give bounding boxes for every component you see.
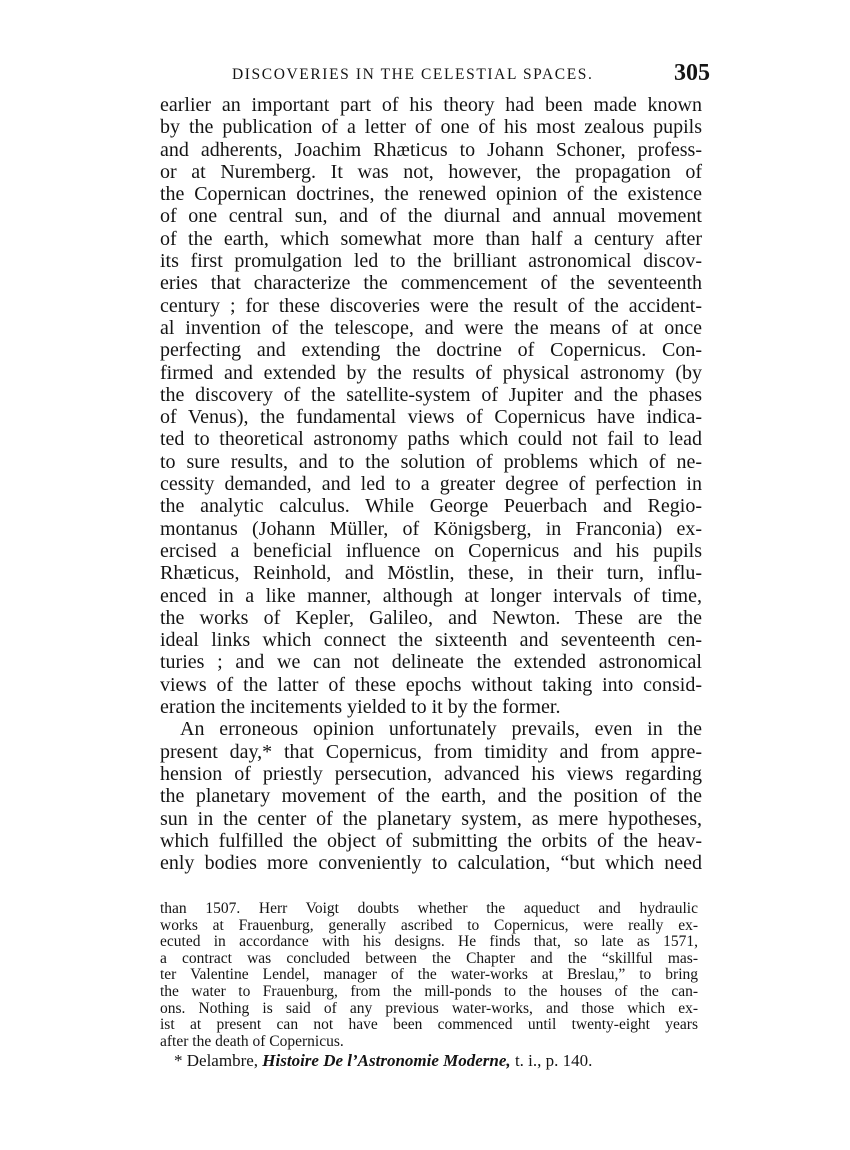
- text-line: century ; for these discoveries were the result of the accident-: [160, 294, 702, 317]
- text-line: the analytic calculus. While George Peuerbach and Regio-: [160, 495, 702, 518]
- text-line: and adherents, Joachim Rhæticus to Johann Schoner, profess-: [160, 138, 702, 161]
- main-text: [160, 94, 702, 874]
- text-line: to sure results, and to the solution of problems which of ne-: [160, 450, 702, 473]
- text-line: perfecting and extending the doctrine of Copernicus. Con-: [160, 339, 702, 362]
- text-line: of Venus), the fundamental views of Copernicus have indica-: [160, 406, 702, 429]
- footnote-line: than 1507. Herr Voigt doubts whether the aqueduct and hydraulic: [160, 900, 698, 917]
- text-line: eries that characterize the commencement of the seventeenth: [160, 272, 702, 295]
- footnote-line: works at Frauenburg, generally ascribed to Copernicus, were really ex-: [160, 916, 698, 934]
- footnotes: [160, 901, 698, 1070]
- text-line: enly bodies more conveniently to calculation, “but which need: [160, 852, 702, 875]
- text-line: earlier an important part of his theory had been made known: [160, 94, 702, 116]
- text-line: enced in a like manner, although at longer intervals of time,: [160, 584, 702, 607]
- footnote-book-title: Histoire De l’Astronomie Moderne,: [262, 1051, 511, 1071]
- footnote-line: ist at present can not have been commenced until twenty-eight years: [160, 1016, 698, 1034]
- text-line: An erroneous opinion unfortunately prevails, even in the: [180, 718, 702, 741]
- text-line: views of the latter of these epochs without taking into consid-: [160, 673, 702, 696]
- running-title: DISCOVERIES IN THE CELESTIAL SPACES.: [232, 66, 594, 83]
- text-line: by the publication of a letter of one of his most zealous pupils: [160, 116, 702, 139]
- text-line: Rhæticus, Reinhold, and Möstlin, these, in their turn, influ-: [160, 562, 702, 585]
- footnote-line: after the death of Copernicus.: [160, 1032, 344, 1050]
- text-line: hension of priestly persecution, advanced his views regarding: [160, 762, 702, 785]
- text-line: ted to theoretical astronomy paths which could not fail to lead: [160, 428, 702, 451]
- text-line: which fulfilled the object of submitting the orbits of the heav-: [160, 829, 702, 852]
- running-head: [160, 62, 710, 88]
- footnote-line: the water to Frauenburg, from the mill-ponds to the houses of the can-: [160, 982, 698, 1000]
- footnote-line: ecuted in accordance with his designs. He finds that, so late as 1571,: [160, 933, 698, 951]
- footnote-line: ter Valentine Lendel, manager of the water-works at Breslau,” to bring: [160, 966, 698, 984]
- text-line: the works of Kepler, Galileo, and Newton. These are the: [160, 606, 702, 629]
- page-number: 305: [674, 60, 710, 86]
- text-line: cessity demanded, and led to a greater degree of perfection in: [160, 473, 702, 496]
- footnote-suffix: t. i., p. 140.: [510, 1051, 593, 1071]
- text-line: of the earth, which somewhat more than half a century after: [160, 227, 702, 250]
- text-line: ideal links which connect the sixteenth and seventeenth cen-: [160, 629, 702, 652]
- text-line: or at Nuremberg. It was not, however, the propagation of: [160, 160, 702, 183]
- footnote-prefix: * Delambre,: [174, 1051, 263, 1071]
- text-line: the planetary movement of the earth, and the position of the: [160, 785, 702, 808]
- text-line: al invention of the telescope, and were the means of at once: [160, 316, 702, 339]
- footnote-line: ons. Nothing is said of any previous water-works, and those which ex-: [160, 999, 698, 1017]
- text-line: present day,* that Copernicus, from timidity and from appre-: [160, 740, 702, 763]
- text-line: the Copernican doctrines, the renewed opinion of the existence: [160, 183, 702, 206]
- text-line: its first promulgation led to the brilliant astronomical discov-: [160, 250, 702, 273]
- text-line: firmed and extended by the results of physical astronomy (by: [160, 361, 702, 384]
- text-line: montanus (Johann Müller, of Königsberg, in Franconia) ex-: [160, 517, 702, 540]
- text-line: eration the incitements yielded to it by the former.: [160, 696, 561, 719]
- text-line: of one central sun, and of the diurnal and annual movement: [160, 205, 702, 228]
- text-line: ercised a beneficial influence on Copernicus and his pupils: [160, 539, 702, 562]
- text-line: sun in the center of the planetary system, as mere hypotheses,: [160, 807, 702, 830]
- text-line: the discovery of the satellite-system of Jupiter and the phases: [160, 383, 702, 406]
- text-line: turies ; and we can not delineate the extended astronomical: [160, 651, 702, 674]
- footnote-line: a contract was concluded between the Chapter and the “skillful mas-: [160, 949, 698, 967]
- star-footnote: [160, 1051, 698, 1070]
